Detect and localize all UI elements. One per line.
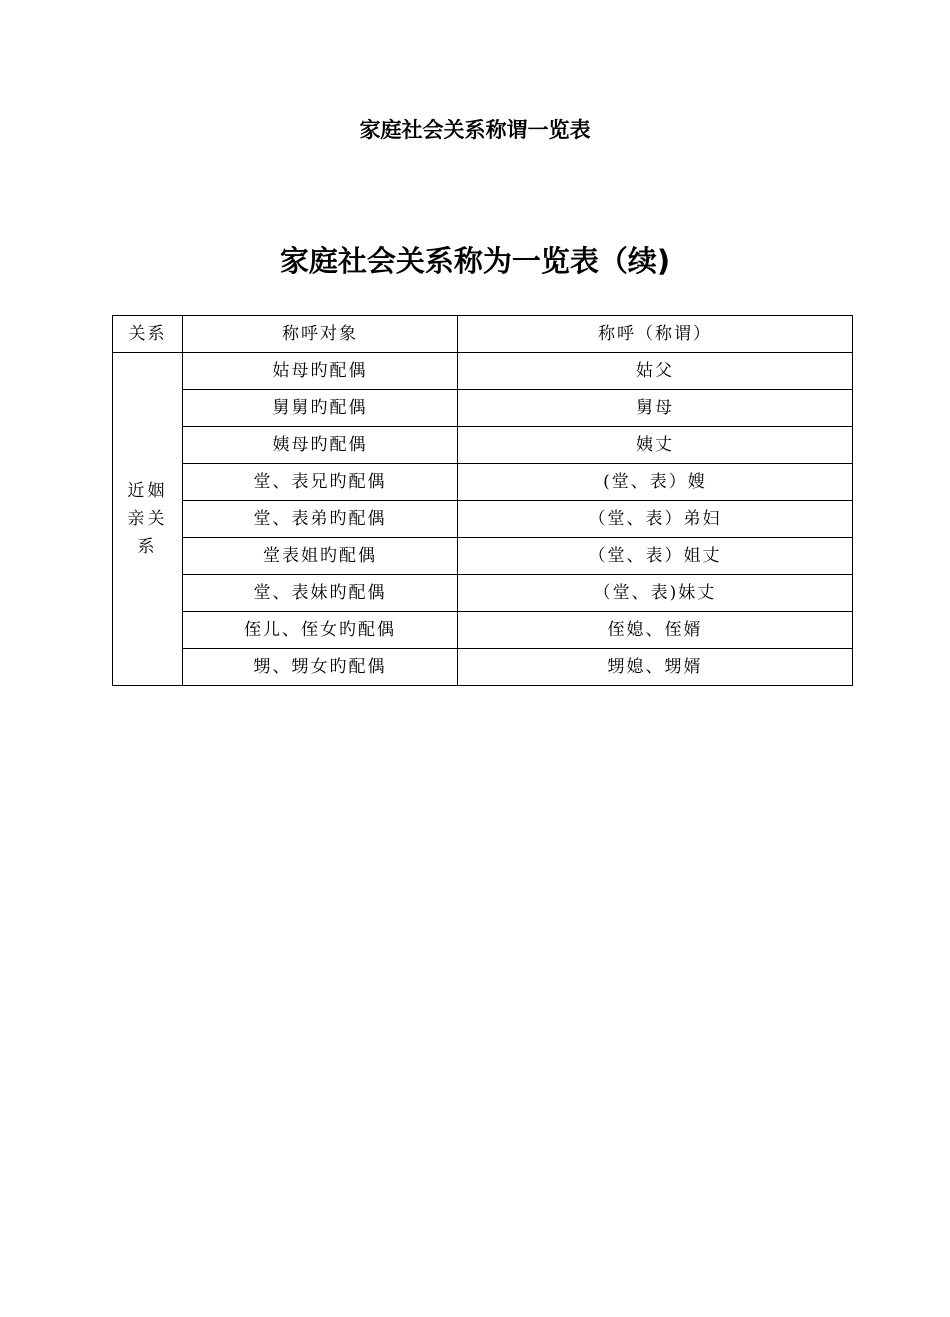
table-row [113, 353, 853, 390]
table-row [113, 538, 853, 575]
title-cell: （堂、表）弟妇 [458, 501, 853, 538]
target-cell: 甥、甥女旳配偶 [183, 649, 458, 686]
target-cell: 堂、表妹旳配偶 [183, 575, 458, 612]
target-cell: 堂、表弟旳配偶 [183, 501, 458, 538]
table-row [113, 501, 853, 538]
title-cell: （堂、表)妹丈 [458, 575, 853, 612]
column-header-target: 称呼对象 [183, 316, 458, 353]
target-cell: 姑母旳配偶 [183, 353, 458, 390]
relation-cell: 近姻亲关系 [113, 353, 183, 686]
column-header-relation: 关系 [113, 316, 183, 353]
title-cell: 甥媳、甥婿 [458, 649, 853, 686]
table-row [113, 427, 853, 464]
table-row [113, 390, 853, 427]
target-cell: 姨母旳配偶 [183, 427, 458, 464]
target-cell: 堂、表兄旳配偶 [183, 464, 458, 501]
kinship-table [112, 315, 853, 686]
table-row [113, 575, 853, 612]
column-header-title: 称呼（称谓） [458, 316, 853, 353]
document-title: 家庭社会关系称为一览表（续) [279, 244, 671, 278]
title-cell: 姑父 [458, 353, 853, 390]
target-cell: 堂表姐旳配偶 [183, 538, 458, 575]
table-row [113, 612, 853, 649]
table-row [113, 649, 853, 686]
title-cell: 侄媳、侄婿 [458, 612, 853, 649]
table-row [113, 464, 853, 501]
target-cell: 侄儿、侄女旳配偶 [183, 612, 458, 649]
title-cell: (堂、表）嫂 [458, 464, 853, 501]
title-cell: 姨丈 [458, 427, 853, 464]
title-cell: 舅母 [458, 390, 853, 427]
target-cell: 舅舅旳配偶 [183, 390, 458, 427]
table-header-row [113, 316, 853, 353]
title-cell: （堂、表）姐丈 [458, 538, 853, 575]
page-header: 家庭社会关系称谓一览表 [359, 118, 591, 142]
